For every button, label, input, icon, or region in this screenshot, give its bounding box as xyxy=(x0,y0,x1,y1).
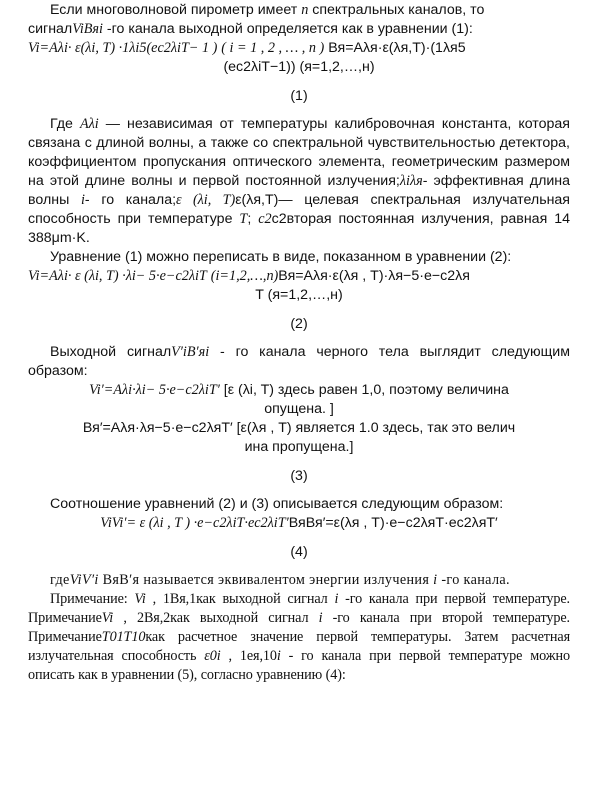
var-eps0: ε0i xyxy=(204,648,221,664)
equation-1-number: (1) xyxy=(290,88,308,104)
intro-signal-word: сигнал xyxy=(28,21,73,37)
var-lambda-i: λiλя xyxy=(399,173,423,189)
eq1-line2: (ес2λiT−1)) (я=1,2,…,н) xyxy=(223,59,375,75)
eq3-text-3: Вя′=Аλя·λя−5·е−с2λяТ′ [ε(λя , T) является 1.0 здесь, так это велич xyxy=(82,420,516,436)
eq4-math: ViVi′= ε (λi , T ) ·e−c2λiT·ec2λiT′ xyxy=(100,515,289,531)
eqv-tail: -го канала. xyxy=(437,572,510,588)
eq4-text: ВяВя′=ε(λя , T)·е−с2λяТ·ес2λяТ′ xyxy=(288,515,498,531)
note-paragraph xyxy=(28,590,570,685)
note-h: - го канала при первой температуре можно описать как в уравнении (5), согласно уравнению (4): xyxy=(28,648,570,683)
ratio-paragraph: Соотношение уравнений (2) и (3) описывается следующим образом: xyxy=(50,496,504,512)
equation-4 xyxy=(28,514,570,533)
eq2-range: (i=1,2,…,n) xyxy=(210,268,279,284)
var-c2: c2 xyxy=(258,211,272,227)
intro-text-tail: спектральных каналов, то xyxy=(308,2,485,18)
eq1-range: ( i = 1 , 2 , … , n ) xyxy=(221,40,325,56)
def-emissivity: ε(λя,T)— целевая спектральная излучательная способность при температуре xyxy=(28,192,570,227)
var-i-4: i xyxy=(318,610,323,626)
var-i: i xyxy=(80,192,85,208)
var-v1: Vi xyxy=(134,591,146,607)
eq3-text-4: ина пропущена.] xyxy=(244,439,354,455)
def-constant: c2вторая постоянная излучения, равная 14 388μm·K. xyxy=(28,211,570,246)
equation-2-line-2 xyxy=(28,286,570,305)
eq3-text-2: опущена. ] xyxy=(264,401,334,417)
definitions-paragraph xyxy=(28,115,570,248)
def-sep: ; xyxy=(247,211,259,227)
var-i-5: i xyxy=(276,648,281,664)
var-v2: Vi xyxy=(101,610,114,626)
bb-lead: Выходной сигнал xyxy=(50,344,172,360)
equation-3-line-4 xyxy=(28,438,570,457)
def-channel: - го канала; xyxy=(84,192,177,208)
var-t01: T01T10 xyxy=(101,629,146,645)
var-t: T xyxy=(239,211,248,227)
equation-2-number: (2) xyxy=(290,316,308,332)
eq1-text: Вя=Аλя·ε(λя,T)·(1λя5 xyxy=(328,40,466,56)
var-a-lambda: Aλi xyxy=(79,116,99,132)
equation-1-line-2 xyxy=(28,58,570,77)
var-vi-ratio: ViV′i xyxy=(69,572,99,588)
note-d: , 2Вя,2как выходной сигнал xyxy=(113,610,319,626)
eqv-text: ВяВ′я называется эквивалентом энергии излучения xyxy=(98,572,434,588)
eq2-text: Вя=Аλя·ε(λя , T)·λя−5·е−с2λя xyxy=(278,268,470,284)
var-epsilon: ε (λi, T) xyxy=(176,192,236,208)
bb-text: - го канала черного тела выглядит следующим образом: xyxy=(28,344,570,379)
note-e: -го канала при второй температуре. Примечание xyxy=(28,610,570,645)
eqv-lead: где xyxy=(50,572,70,588)
eq2-math: Vi=Aλi· ε (λi, T) ·λi− 5·e−c2λiT xyxy=(28,268,207,284)
equivalent-paragraph xyxy=(28,571,570,590)
equation-2 xyxy=(28,267,570,286)
intro-text: Если многоволновой пирометр имеет xyxy=(50,2,302,18)
intro-line-2-tail: -го канала выходной определяется как в уравнении (1): xyxy=(102,21,473,37)
def-wavelength: - эффективная длина волны xyxy=(28,173,571,208)
note-lead: Примечание: xyxy=(50,591,135,607)
def-lead: Где xyxy=(50,116,80,132)
var-bi: Bяi xyxy=(83,21,103,37)
note-f: как расчетное значение первой температуры. Затем расчетная излучательная способность xyxy=(28,629,570,664)
eq2-line2: T (я=1,2,…,н) xyxy=(255,287,343,303)
blackbody-paragraph xyxy=(28,343,570,381)
note-b: , 1Вя,1как выходной сигнал xyxy=(145,591,335,607)
equation-3 xyxy=(28,381,570,400)
var-n: n xyxy=(301,2,309,18)
equation-1 xyxy=(28,39,570,58)
equation-3-number: (3) xyxy=(290,468,308,484)
def-text: — независимая от температуры калибровочная константа, которая связана с длиной волны, а также со спектральной чувствительностью детектора, коэффициентом пропускания оптического элемента, геометрическим размером на этой длине волны и первой постоянной излучения; xyxy=(28,116,570,189)
rewrite-paragraph: Уравнение (1) можно переписать в виде, показанном в уравнении (2): xyxy=(50,249,512,265)
equation-4-number: (4) xyxy=(290,544,308,560)
eq3-math: Vi′=Aλi·λi− 5·e−c2λiT′ xyxy=(89,382,220,398)
equation-3-line-3 xyxy=(28,419,570,438)
note-g: , 1ея,10 xyxy=(220,648,277,664)
eq3-text-1: [ε (λi, T) здесь равен 1,0, поэтому величина xyxy=(219,382,509,398)
note-c: -го канала при первой температуре. Примечание xyxy=(28,591,570,626)
var-vi: Vi xyxy=(72,21,84,37)
var-i-2: i xyxy=(433,572,438,588)
equation-3-line-2 xyxy=(28,400,570,419)
intro-paragraph xyxy=(28,1,570,20)
var-v-prime: V′iB′яi xyxy=(171,344,210,360)
var-i-3: i xyxy=(334,591,339,607)
intro-line-2 xyxy=(28,20,570,39)
eq1-math: Vi=Aλi· ε(λi, T) ·1λi5(ec2λiT− 1 ) xyxy=(28,40,218,56)
